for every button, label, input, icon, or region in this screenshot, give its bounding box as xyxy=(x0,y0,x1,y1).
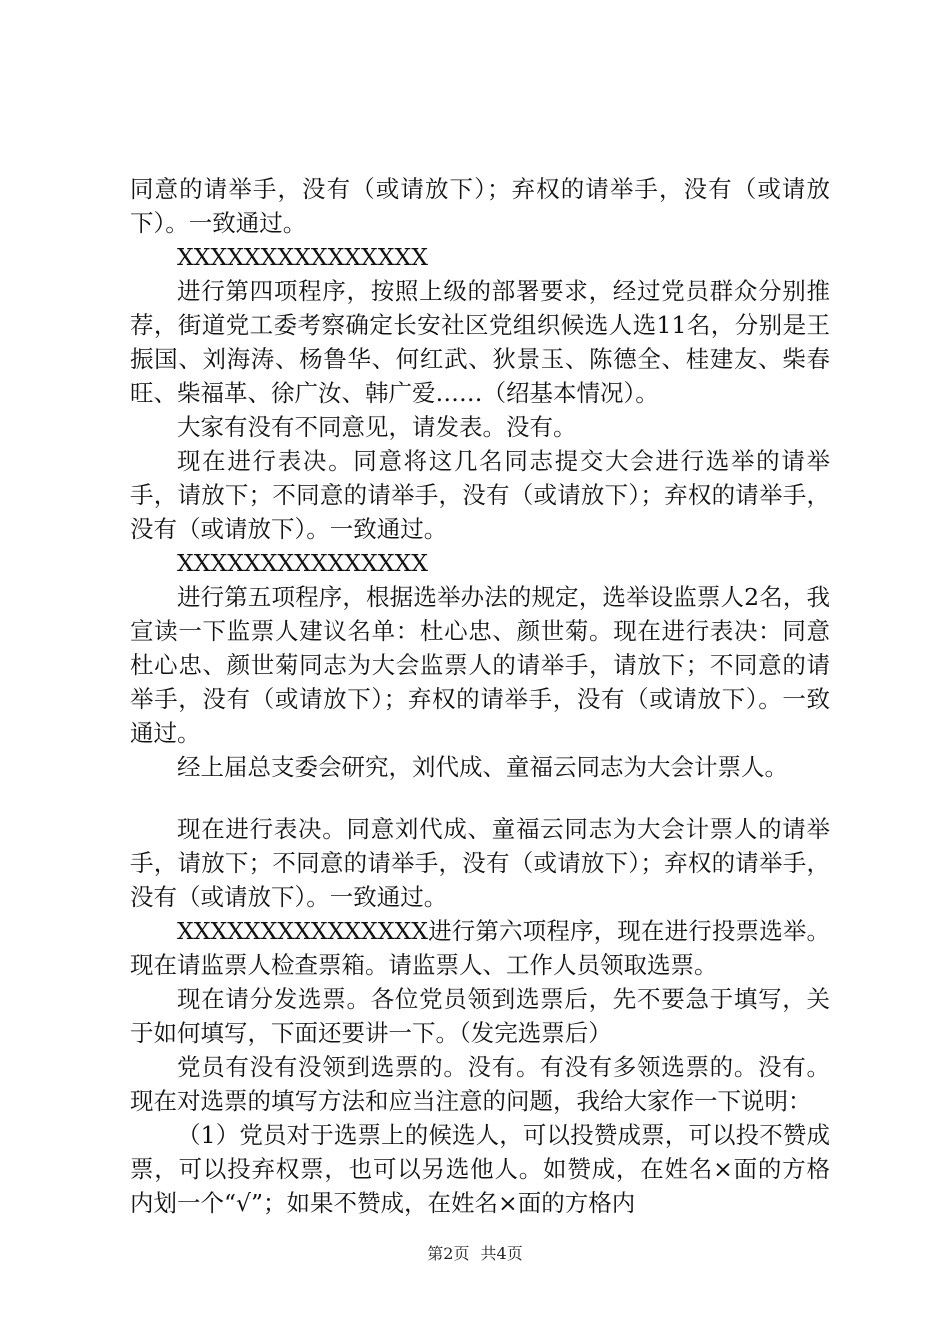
paragraph: 大家有没有不同意见，请发表。没有。 xyxy=(177,413,577,441)
paragraph: 同意的请举手，没有（或请放下）；弃权的请举手，没有（或请放下）。一致通过。 xyxy=(130,175,830,237)
paragraph: XXXXXXXXXXXXXXX进行第六项程序，现在进行投票选举。现在请监票人检查票箱。请监票人、工作人员领取选票。 xyxy=(130,917,830,979)
paragraph: （1）党员对于选票上的候选人，可以投赞成票，可以投不赞成票，可以投弃权票，也可以另选他人。如赞成，在姓名×面的方格内划一个“√”；如果不赞成，在姓名×面的方格内 xyxy=(130,1121,830,1217)
paragraph: 经上届总支委会研究，刘代成、童福云同志为大会计票人。 xyxy=(177,753,788,781)
paragraph: XXXXXXXXXXXXXXX xyxy=(177,549,428,577)
paragraph: 进行第四项程序，按照上级的部署要求，经过党员群众分别推荐，街道党工委考察确定长安社区党组织候选人选11名，分别是王振国、刘海涛、杨鲁华、何红武、狄景玉、陈德全、桂建友、柴春旺、柴福革、徐广汝、韩广爱……（绍基本情况）。 xyxy=(130,277,830,407)
document-body xyxy=(130,172,830,1220)
page-footer xyxy=(0,1243,950,1265)
paragraph: 进行第五项程序，根据选举办法的规定，选举设监票人2名，我宣读一下监票人建议名单：杜心忠、颜世菊。现在进行表决：同意杜心忠、颜世菊同志为大会监票人的请举手，请放下；不同意的请举手，没有（或请放下）；弃权的请举手，没有（或请放下）。一致通过。 xyxy=(130,583,830,747)
paragraph: 现在请分发选票。各位党员领到选票后，先不要急于填写，关于如何填写，下面还要讲一下。（发完选票后） xyxy=(130,985,830,1047)
paragraph: 党员有没有没领到选票的。没有。有没有多领选票的。没有。现在对选票的填写方法和应当注意的问题，我给大家作一下说明： xyxy=(130,1053,830,1115)
paragraph: 现在进行表决。同意将这几名同志提交大会进行选举的请举手，请放下；不同意的请举手，没有（或请放下）；弃权的请举手，没有（或请放下）。一致通过。 xyxy=(130,447,830,543)
paragraph: XXXXXXXXXXXXXXX xyxy=(177,243,428,271)
page-total: 共4页 xyxy=(480,1244,523,1263)
page-number: 第2页 xyxy=(427,1244,470,1263)
paragraph-spacer xyxy=(130,784,830,812)
paragraph: 现在进行表决。同意刘代成、童福云同志为大会计票人的请举手，请放下；不同意的请举手，没有（或请放下）；弃权的请举手，没有（或请放下）。一致通过。 xyxy=(130,815,830,911)
